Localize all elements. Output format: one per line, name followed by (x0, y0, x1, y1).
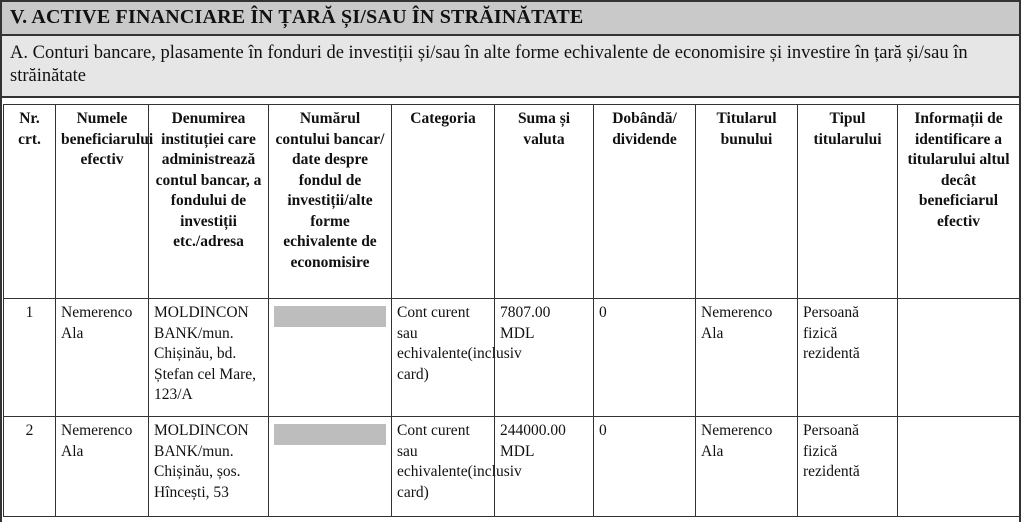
section-title: V. ACTIVE FINANCIARE ÎN ȚARĂ ȘI/SAU ÎN STRĂINĂTATE (0, 0, 1021, 36)
cell-info (898, 299, 1020, 417)
cell-info (898, 417, 1020, 517)
financial-assets-table (3, 104, 1020, 517)
cell-cont (269, 417, 392, 517)
cell-dobanda: 0 (594, 417, 696, 517)
cell-tip: Persoană fizică rezidentă (798, 417, 898, 517)
header-titular: Titularul bunului (696, 105, 798, 299)
header-info: Informații de identificare a titularului altul decât beneficiarul efectiv (898, 105, 1020, 299)
table-row (4, 299, 1020, 417)
header-tip: Tipul titularului (798, 105, 898, 299)
subsection-title: A. Conturi bancare, plasamente în fonduri de investiții și/sau în alte forme echivalente de economisire și investire în țară și/sau în străinătate (0, 34, 1021, 98)
redacted-account-number (274, 424, 386, 445)
header-suma: Suma și valuta (495, 105, 594, 299)
cell-beneficiar: Nemerenco Ala (56, 417, 149, 517)
header-dobanda: Dobândă/ dividende (594, 105, 696, 299)
cell-categoria: Cont curent sau echivalente(inclusiv card) (392, 417, 495, 517)
cell-tip: Persoană fizică rezidentă (798, 299, 898, 417)
cell-nr: 2 (4, 417, 56, 517)
cell-beneficiar: Nemerenco Ala (56, 299, 149, 417)
cell-cont (269, 299, 392, 417)
cell-nr: 1 (4, 299, 56, 417)
table-row (4, 417, 1020, 517)
header-cont: Numărul contului bancar/ date despre fondul de investiții/alte forme echivalente de economisire (269, 105, 392, 299)
cell-titular: Nemerenco Ala (696, 417, 798, 517)
cell-titular: Nemerenco Ala (696, 299, 798, 417)
cell-dobanda: 0 (594, 299, 696, 417)
redacted-account-number (274, 306, 386, 327)
header-institutie: Denumirea instituției care administrează contul bancar, a fondului de investiții etc./adresa (149, 105, 269, 299)
table-header-row (4, 105, 1020, 299)
header-nr: Nr. crt. (4, 105, 56, 299)
cell-institutie: MOLDINCON BANK/mun. Chișinău, bd. Ștefan cel Mare, 123/A (149, 299, 269, 417)
cell-categoria: Cont curent sau echivalente(inclusiv card) (392, 299, 495, 417)
header-beneficiar: Numele beneficiarului efectiv (56, 105, 149, 299)
cell-suma: 7807.00 MDL (495, 299, 594, 417)
cell-institutie: MOLDINCON BANK/mun. Chișinău, șos. Hîncești, 53 (149, 417, 269, 517)
header-categoria: Categoria (392, 105, 495, 299)
cell-suma: 244000.00 MDL (495, 417, 594, 517)
